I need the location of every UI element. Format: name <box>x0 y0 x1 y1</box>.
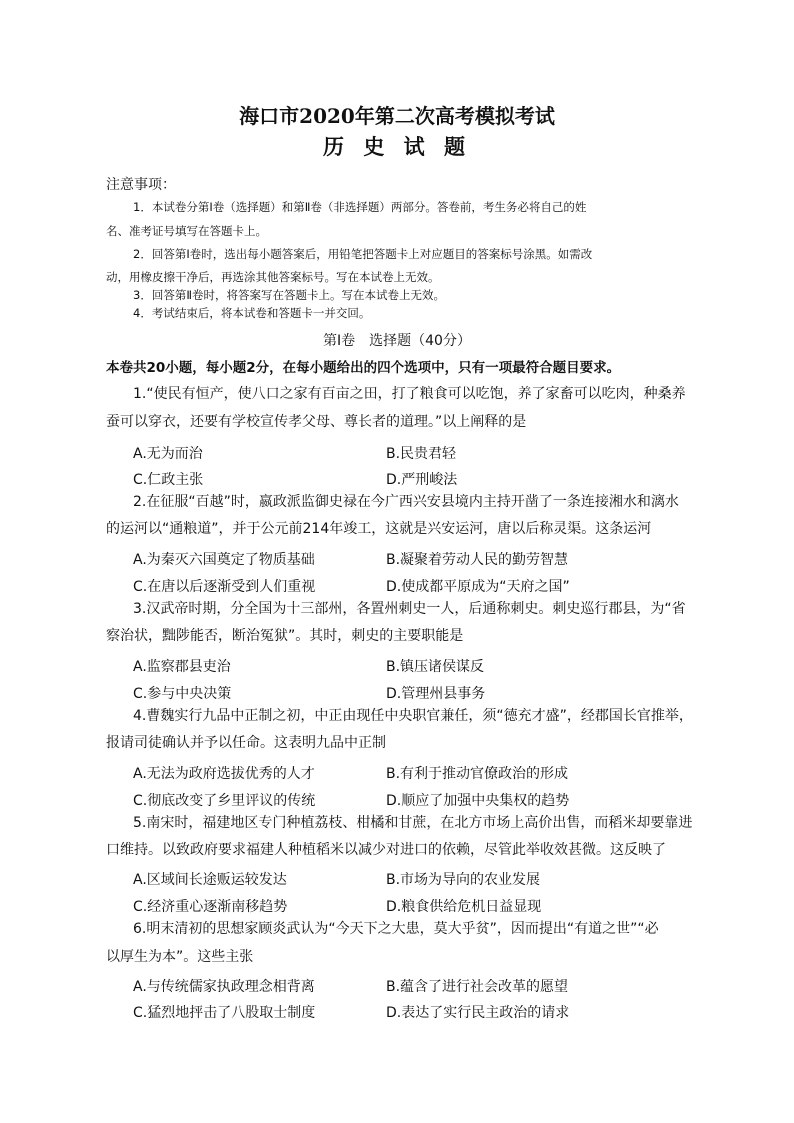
question-4-option-d: D.顺应了加强中央集权的趋势 <box>386 793 570 809</box>
question-2-option-b: B.凝聚着劳动人民的勤劳智慧 <box>386 552 569 568</box>
question-4-option-c: C.彻底改变了乡里评议的传统 <box>133 793 316 809</box>
notice-item: 1．本试卷分第Ⅰ卷（选择题）和第Ⅱ卷（非选择题）两部分。答卷前，考生务必将自己的姓 <box>133 200 587 214</box>
question-1-stem-line: 1.“使民有恒产，使八口之家有百亩之田，打了粮食可以吃饱，养了家畜可以吃肉，种桑养 <box>133 386 686 402</box>
question-6-option-a: A.与传统儒家执政理念相背离 <box>133 979 315 995</box>
question-5-option-c: C.经济重心逐渐南移趋势 <box>133 899 288 915</box>
question-3-option-a: A.监察郡县吏治 <box>133 659 231 675</box>
notice-item: 动，用橡皮擦干净后，再选涂其他答案标号。写在本试卷上无效。 <box>106 270 440 284</box>
question-2-stem-line: 2.在征服“百越”时，嬴政派监御史禄在今广西兴安县境内主持开凿了一条连接湘水和漓水 <box>133 494 679 510</box>
question-1-stem-line: 蚕可以穿衣，还要有学校宣传孝父母、尊长者的道理。”以上阐释的是 <box>106 414 527 430</box>
question-4-option-a: A.无法为政府选拔优秀的人才 <box>133 766 315 782</box>
question-3-option-c: C.参与中央决策 <box>133 686 232 702</box>
question-1-option-c: C.仁政主张 <box>133 472 204 488</box>
question-6-option-c: C.猛烈地抨击了八股取士制度 <box>133 1005 316 1021</box>
question-1-option-b: B.民贵君轻 <box>386 446 457 462</box>
exam-title: 海口市2020年第二次高考模拟考试 <box>239 104 555 128</box>
question-4-stem-line: 报请司徒确认并予以任命。这表明九品中正制 <box>106 735 386 751</box>
question-2-option-a: A.为秦灭六国奠定了物质基础 <box>133 552 315 568</box>
question-3-option-b: B.镇压诸侯谋反 <box>386 659 485 675</box>
question-2-option-c: C.在唐以后逐渐受到人们重视 <box>133 579 316 595</box>
question-6-stem-line: 6.明末清初的思想家顾炎武认为“今天下之大患，莫大乎贫”，因而提出“有道之世”“必 <box>133 921 659 937</box>
notice-item: 3．回答第Ⅱ卷时，将答案写在答题卡上。写在本试卷上无效。 <box>133 288 445 302</box>
notice-item: 4．考试结束后，将本试卷和答题卡一并交回。 <box>133 306 371 320</box>
section-title: 第Ⅰ卷 选择题（40分） <box>323 333 471 349</box>
question-2-stem-line: 的运河以“通粮道”，并于公元前214年竣工，这就是兴安运河，唐以后称灵渠。这条运河 <box>106 521 652 537</box>
question-3-stem-line: 察治状，黜陟能否，断治冤狱”。其时，刺史的主要职能是 <box>106 628 464 644</box>
question-6-stem-line: 以厚生为本”。这些主张 <box>106 949 254 965</box>
question-5-stem-line: 口维持。以致政府要求福建人种植稻米以减少对进口的依赖，尽管此举收效甚微。这反映了 <box>106 842 666 858</box>
subject-title: 历 史 试 题 <box>323 134 471 159</box>
notice-item: 名、准考证号填写在答题卡上。 <box>106 224 267 238</box>
question-6-option-b: B.蕴含了进行社会改革的愿望 <box>386 979 569 995</box>
question-4-stem-line: 4.曹魏实行九品中正制之初，中正由现任中央职官兼任，须“德充才盛”，经郡国长官推举， <box>133 708 693 724</box>
question-2-option-d: D.使成都平原成为“天府之国” <box>386 579 570 595</box>
question-5-option-d: D.粮食供给危机日益显现 <box>386 899 542 915</box>
question-5-option-a: A.区域间长途贩运较发达 <box>133 872 287 888</box>
question-3-option-d: D.管理州县事务 <box>386 686 486 702</box>
question-4-option-b: B.有利于推动官僚政治的形成 <box>386 766 569 782</box>
question-6-option-d: D.表达了实行民主政治的请求 <box>386 1005 570 1021</box>
question-5-option-b: B.市场为导向的农业发展 <box>386 872 541 888</box>
notice-heading: 注意事项： <box>106 177 176 193</box>
question-1-option-d: D.严刑峻法 <box>386 472 458 488</box>
section-instruction: 本卷共20小题，每小题2分，在每小题给出的四个选项中，只有一项最符合题目要求。 <box>106 360 621 376</box>
notice-item: 2．回答第Ⅰ卷时，选出每小题答案后，用铅笔把答题卡上对应题目的答案标号涂黑。如需改 <box>133 247 593 261</box>
question-5-stem-line: 5.南宋时，福建地区专门种植荔枝、柑橘和甘蔗，在北方市场上高价出售，而稻米却要靠进 <box>133 815 693 831</box>
question-1-option-a: A.无为而治 <box>133 446 203 462</box>
question-3-stem-line: 3.汉武帝时期，分全国为十三部州，各置州刺史一人，后通称刺史。刺史巡行郡县，为“省 <box>133 601 686 617</box>
